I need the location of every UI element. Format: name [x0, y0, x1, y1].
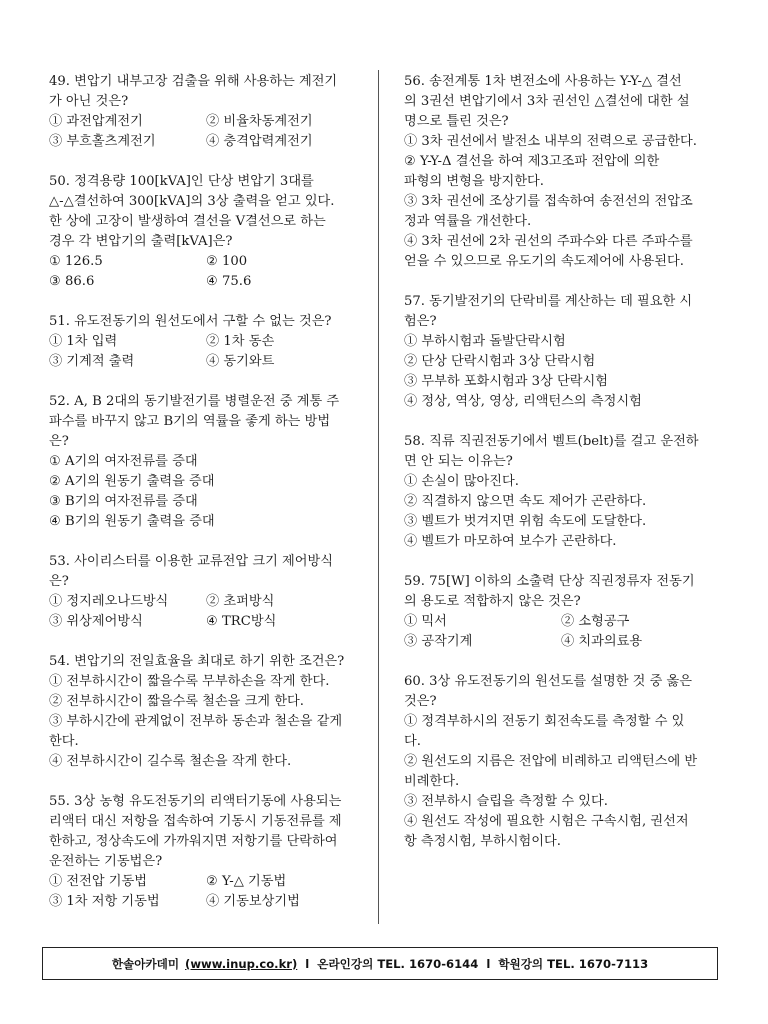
answer-option-line: 항 측정시험, 부하시험이다.: [404, 834, 561, 849]
footer-offline-phone: 학원강의 TEL. 1670-7113: [498, 956, 649, 971]
question-text-line: 54. 변압기의 전일효율을 최대로 하기 위한 조건은?: [49, 654, 345, 669]
footer-separator: l: [486, 956, 491, 971]
footer-bar: [42, 947, 718, 980]
answer-option: ③ 위상제어방식: [49, 614, 143, 629]
answer-option-line: ② A기의 원동기 출력을 증대: [49, 474, 215, 489]
option-row: [49, 332, 363, 352]
answer-option: ③ 공작기계: [404, 634, 473, 649]
option-row: [49, 592, 363, 612]
question-text-line: 은?: [49, 434, 69, 449]
question-q49: [49, 72, 363, 152]
option-row: [49, 112, 363, 132]
answer-option-line: 한다.: [49, 734, 79, 749]
option-row: [49, 352, 363, 372]
answer-option-line: ④ 원선도 작성에 필요한 시험은 구속시험, 권선저: [404, 814, 689, 829]
answer-option-line: ③ 부하시간에 관계없이 전부하 동손과 철손을 같게: [49, 714, 343, 729]
answer-option-line: 정과 역률을 개선한다.: [404, 214, 532, 229]
answer-option-line: ③ B기의 여자전류를 증대: [49, 494, 198, 509]
answer-option: ② 초퍼방식: [206, 594, 275, 609]
question-text-line: 리액터 대신 저항을 접속하여 기동시 기동전류를 제: [49, 814, 342, 829]
question-text-line: 경우 각 변압기의 출력[kVA]은?: [49, 234, 233, 249]
question-text-line: 파수를 바꾸지 않고 B기의 역률을 좋게 하는 방법: [49, 414, 331, 429]
answer-option: ③ 기계적 출력: [49, 354, 135, 369]
answer-option-line: 파형의 변형을 방지한다.: [404, 174, 544, 189]
answer-option-line: ② 원선도의 지름은 전압에 비례하고 리액턴스에 반: [404, 754, 698, 769]
answer-option-line: ③ 무부하 포화시험과 3상 단락시험: [404, 374, 608, 389]
question-q56: [404, 72, 718, 272]
answer-option: ④ 치과의료용: [561, 634, 643, 649]
question-text-line: 58. 직류 직권전동기에서 벨트(belt)를 걸고 운전하: [404, 434, 699, 449]
answer-option: ④ 기동보상기법: [206, 894, 300, 909]
option-row: [49, 132, 363, 152]
answer-option: ② 1차 동손: [206, 334, 275, 349]
footer-separator: l: [305, 956, 310, 971]
question-text-line: 50. 정격용량 100[kVA]인 단상 변압기 3대를: [49, 174, 314, 189]
question-text-line: 명으로 틀린 것은?: [404, 114, 509, 129]
answer-option-line: ② 단상 단락시험과 3상 단락시험: [404, 354, 596, 369]
answer-option: ① 정지레오나드방식: [49, 594, 169, 609]
answer-option: ③ 86.6: [49, 274, 95, 289]
answer-option: ① 믹서: [404, 614, 447, 629]
answer-option-line: ① 3차 권선에서 발전소 내부의 전력으로 공급한다.: [404, 134, 697, 149]
question-q58: [404, 432, 718, 552]
answer-option-line: ④ 벨트가 마모하여 보수가 곤란하다.: [404, 534, 617, 549]
answer-option-line: ③ 3차 권선에 조상기를 접속하여 송전선의 전압조: [404, 194, 693, 209]
option-row: [49, 872, 363, 892]
answer-option: ④ 충격압력계전기: [206, 134, 313, 149]
answer-option: ② 비율차동계전기: [206, 114, 313, 129]
footer-website-link[interactable]: (www.inup.co.kr): [185, 956, 298, 971]
answer-option-line: ④ 3차 권선에 2차 권선의 주파수와 다른 주파수를: [404, 234, 693, 249]
answer-option-line: ① 전부하시간이 짧을수록 무부하손을 작게 한다.: [49, 674, 330, 689]
answer-option-line: ① A기의 여자전류를 증대: [49, 454, 198, 469]
question-text-line: 것은?: [404, 694, 437, 709]
answer-option-line: 얻을 수 있으므로 유도기의 속도제어에 사용된다.: [404, 254, 684, 269]
question-text-line: 56. 송전계통 1차 변전소에 사용하는 Y-Y-△ 결선: [404, 74, 682, 89]
question-text-line: 49. 변압기 내부고장 검출을 위해 사용하는 계전기: [49, 74, 338, 89]
question-q55: [49, 792, 363, 912]
answer-option-line: 다.: [404, 734, 421, 749]
option-row: [404, 612, 718, 632]
answer-option-line: ② 전부하시간이 짧을수록 철손을 크게 한다.: [49, 694, 304, 709]
footer-academy: 한솔아카데미: [111, 956, 180, 971]
option-row: [49, 272, 363, 292]
answer-option: ④ TRC방식: [206, 614, 277, 629]
question-text-line: △-△결선하여 300[kVA]의 3상 출력을 얻고 있다.: [49, 194, 335, 209]
answer-option-line: ④ 전부하시간이 길수록 철손을 작게 한다.: [49, 754, 292, 769]
question-text-line: 60. 3상 유도전동기의 원선도를 설명한 것 중 옳은: [404, 674, 693, 689]
question-text-line: 57. 동기발전기의 단락비를 계산하는 데 필요한 시: [404, 294, 693, 309]
left-column: [49, 72, 363, 932]
question-q50: [49, 172, 363, 292]
question-text-line: 52. A, B 2대의 동기발전기를 병렬운전 중 계통 주: [49, 394, 340, 409]
answer-option: ① 126.5: [49, 254, 103, 269]
right-column: [404, 72, 718, 872]
question-q51: [49, 312, 363, 372]
answer-option: ④ 동기와트: [206, 354, 275, 369]
option-row: [404, 632, 718, 652]
question-text-line: 면 안 되는 이유는?: [404, 454, 513, 469]
answer-option-line: ① 정격부하시의 전동기 회전속도를 측정할 수 있: [404, 714, 685, 729]
question-text-line: 한 상에 고장이 발생하여 결선을 V결선으로 하는: [49, 214, 326, 229]
question-text-line: 운전하는 기동법은?: [49, 854, 163, 869]
question-text-line: 의 3권선 변압기에서 3차 권선인 △결선에 대한 설: [404, 94, 690, 109]
question-text-line: 험은?: [404, 314, 437, 329]
answer-option-line: ③ 벨트가 벗겨지면 위험 속도에 도달한다.: [404, 514, 647, 529]
answer-option-line: ② Y-Y-Δ 결선을 하여 제3고조파 전압에 의한: [404, 154, 660, 169]
question-q60: [404, 672, 718, 852]
answer-option-line: ③ 전부하시 슬립을 측정할 수 있다.: [404, 794, 608, 809]
question-q54: [49, 652, 363, 772]
answer-option: ① 1차 입력: [49, 334, 118, 349]
footer-online-phone: 온라인강의 TEL. 1670-6144: [317, 956, 479, 971]
column-divider: [378, 70, 379, 924]
question-text-line: 한하고, 정상속도에 가까워지면 저항기를 단락하여: [49, 834, 338, 849]
answer-option-line: ④ B기의 원동기 출력을 증대: [49, 514, 215, 529]
question-text-line: 51. 유도전동기의 원선도에서 구할 수 없는 것은?: [49, 314, 332, 329]
question-text-line: 가 아닌 것은?: [49, 94, 129, 109]
answer-option-line: ① 부하시험과 돌발단락시험: [404, 334, 566, 349]
answer-option: ② 소형공구: [561, 614, 630, 629]
question-text-line: 의 용도로 적합하지 않은 것은?: [404, 594, 581, 609]
question-text-line: 53. 사이리스터를 이용한 교류전압 크기 제어방식: [49, 554, 333, 569]
option-row: [49, 892, 363, 912]
question-q59: [404, 572, 718, 652]
answer-option: ③ 부흐홀츠계전기: [49, 134, 156, 149]
option-row: [49, 252, 363, 272]
question-text-line: 59. 75[W] 이하의 소출력 단상 직권정류자 전동기: [404, 574, 695, 589]
answer-option-line: ① 손실이 많아진다.: [404, 474, 519, 489]
question-q52: [49, 392, 363, 532]
answer-option: ① 과전압계전기: [49, 114, 143, 129]
answer-option: ① 전전압 기동법: [49, 874, 148, 889]
answer-option-line: ② 직결하지 않으면 속도 제어가 곤란하다.: [404, 494, 647, 509]
answer-option: ③ 1차 저항 기동법: [49, 894, 160, 909]
answer-option-line: ④ 정상, 역상, 영상, 리액턴스의 측정시험: [404, 394, 642, 409]
question-text-line: 55. 3상 농형 유도전동기의 리액터기동에 사용되는: [49, 794, 342, 809]
answer-option-line: 비례한다.: [404, 774, 460, 789]
question-text-line: 은?: [49, 574, 69, 589]
question-q53: [49, 552, 363, 632]
answer-option: ② Y-△ 기동법: [206, 874, 287, 889]
question-q57: [404, 292, 718, 412]
answer-option: ④ 75.6: [206, 274, 252, 289]
answer-option: ② 100: [206, 254, 248, 269]
option-row: [49, 612, 363, 632]
